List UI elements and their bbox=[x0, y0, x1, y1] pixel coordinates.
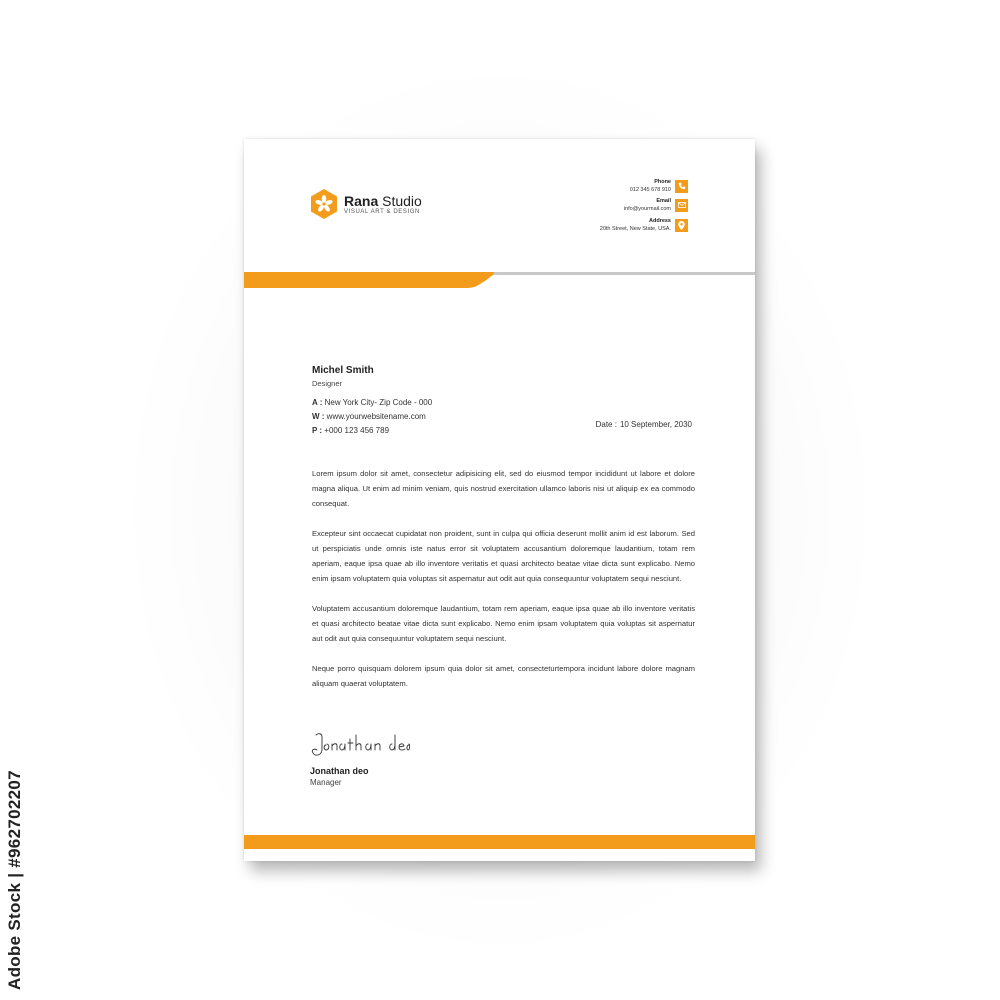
date-value: 10 September, 2030 bbox=[619, 420, 692, 429]
phone-label: Phone bbox=[654, 179, 671, 185]
brand-tagline: VISUAL ART & DESIGN bbox=[344, 208, 420, 215]
contact-email bbox=[624, 197, 688, 213]
body-paragraph-4: Neque porro quisquam dolorem ipsum quia dolor sit amet, consecteturtempora incidunt labore dolore magnam aliquam quaerat voluptatem. bbox=[312, 664, 695, 688]
address-label: Address bbox=[648, 218, 671, 224]
body-paragraph-3: Voluptatem accusantium doloremque laudantium, totam rem aperiam, eaque ipsa quae ab illo inventore veritatis et quasi architecto beatae vitae dicta sunt explicabo. Nemo enim ipsam voluptatem quia voluptas sit aspernatur aut odit aut quia consequuntur voluptatem sequi nesciunt. bbox=[312, 604, 695, 643]
hexagon-flower-icon bbox=[310, 189, 338, 219]
recipient-address bbox=[312, 396, 432, 410]
recipient-website-value: www.yourwebsitename.com bbox=[324, 412, 426, 421]
brand-name-rest: Studio bbox=[378, 192, 422, 209]
address-value: 20th Street, New State, USA. bbox=[599, 226, 671, 232]
contact-address bbox=[600, 217, 688, 233]
phone-icon bbox=[675, 180, 688, 193]
recipient-website bbox=[312, 410, 432, 424]
letter-date bbox=[596, 420, 692, 429]
envelope-icon bbox=[675, 199, 688, 212]
recipient-website-label: W : bbox=[312, 412, 325, 421]
recipient-block bbox=[312, 365, 432, 438]
recipient-phone bbox=[312, 424, 432, 438]
handwritten-signature bbox=[310, 731, 410, 759]
location-pin-icon bbox=[675, 219, 688, 232]
phone-value: 012 345 678 910 bbox=[629, 187, 671, 193]
body-paragraph-1: Lorem ipsum dolor sit amet, consectetur adipisicing elit, sed do eiusmod tempor incididunt ut labore et dolore magna aliqua. Ut enim ad minim veniam, quis nostrud exercitation ullamco laboris nisi ut aliquip ex ea commodo consequat. bbox=[312, 469, 695, 508]
recipient-address-label: A : bbox=[312, 398, 323, 407]
body-paragraph-2: Excepteur sint occaecat cupidatat non proident, sunt in culpa qui officia deserunt mollit anim id est laborum. Sed ut perspiciatis unde omnis iste natus error sit voluptatem accusantium doloremque laudantium, totam rem aperiam, eaque ipsa quae ab illo inventore veritatis et quasi architecto beatae vitae dicta sunt explicabo. Nemo enim ipsam voluptatem quia voluptas sit aspernatur aut odit aut quia consequuntur voluptatem sequi nesciunt. bbox=[312, 529, 695, 583]
letter-body bbox=[312, 466, 695, 706]
letterhead-page bbox=[244, 139, 755, 861]
recipient-role: Designer bbox=[312, 379, 343, 388]
footer-accent-bar bbox=[244, 835, 755, 849]
contact-phone bbox=[630, 178, 688, 194]
signer-role: Manager bbox=[310, 778, 342, 787]
recipient-name: Michel Smith bbox=[312, 365, 374, 376]
recipient-phone-value: +000 123 456 789 bbox=[322, 426, 390, 435]
brand-logo bbox=[310, 189, 422, 219]
date-label: Date : bbox=[595, 420, 617, 429]
signature-block bbox=[310, 731, 410, 787]
recipient-address-value: New York City- Zip Code - 000 bbox=[322, 398, 433, 407]
stock-id-label: Adobe Stock | #962702207 bbox=[5, 770, 24, 990]
brand-name-bold: Rana bbox=[344, 192, 379, 209]
header-gray-line bbox=[494, 272, 755, 275]
recipient-phone-label: P : bbox=[312, 426, 323, 435]
email-label: Email bbox=[656, 198, 671, 204]
header-accent-band bbox=[244, 272, 504, 288]
signer-name: Jonathan deo bbox=[310, 766, 369, 776]
email-value: info@yourmail.com bbox=[623, 206, 671, 212]
brand-name bbox=[344, 194, 422, 208]
